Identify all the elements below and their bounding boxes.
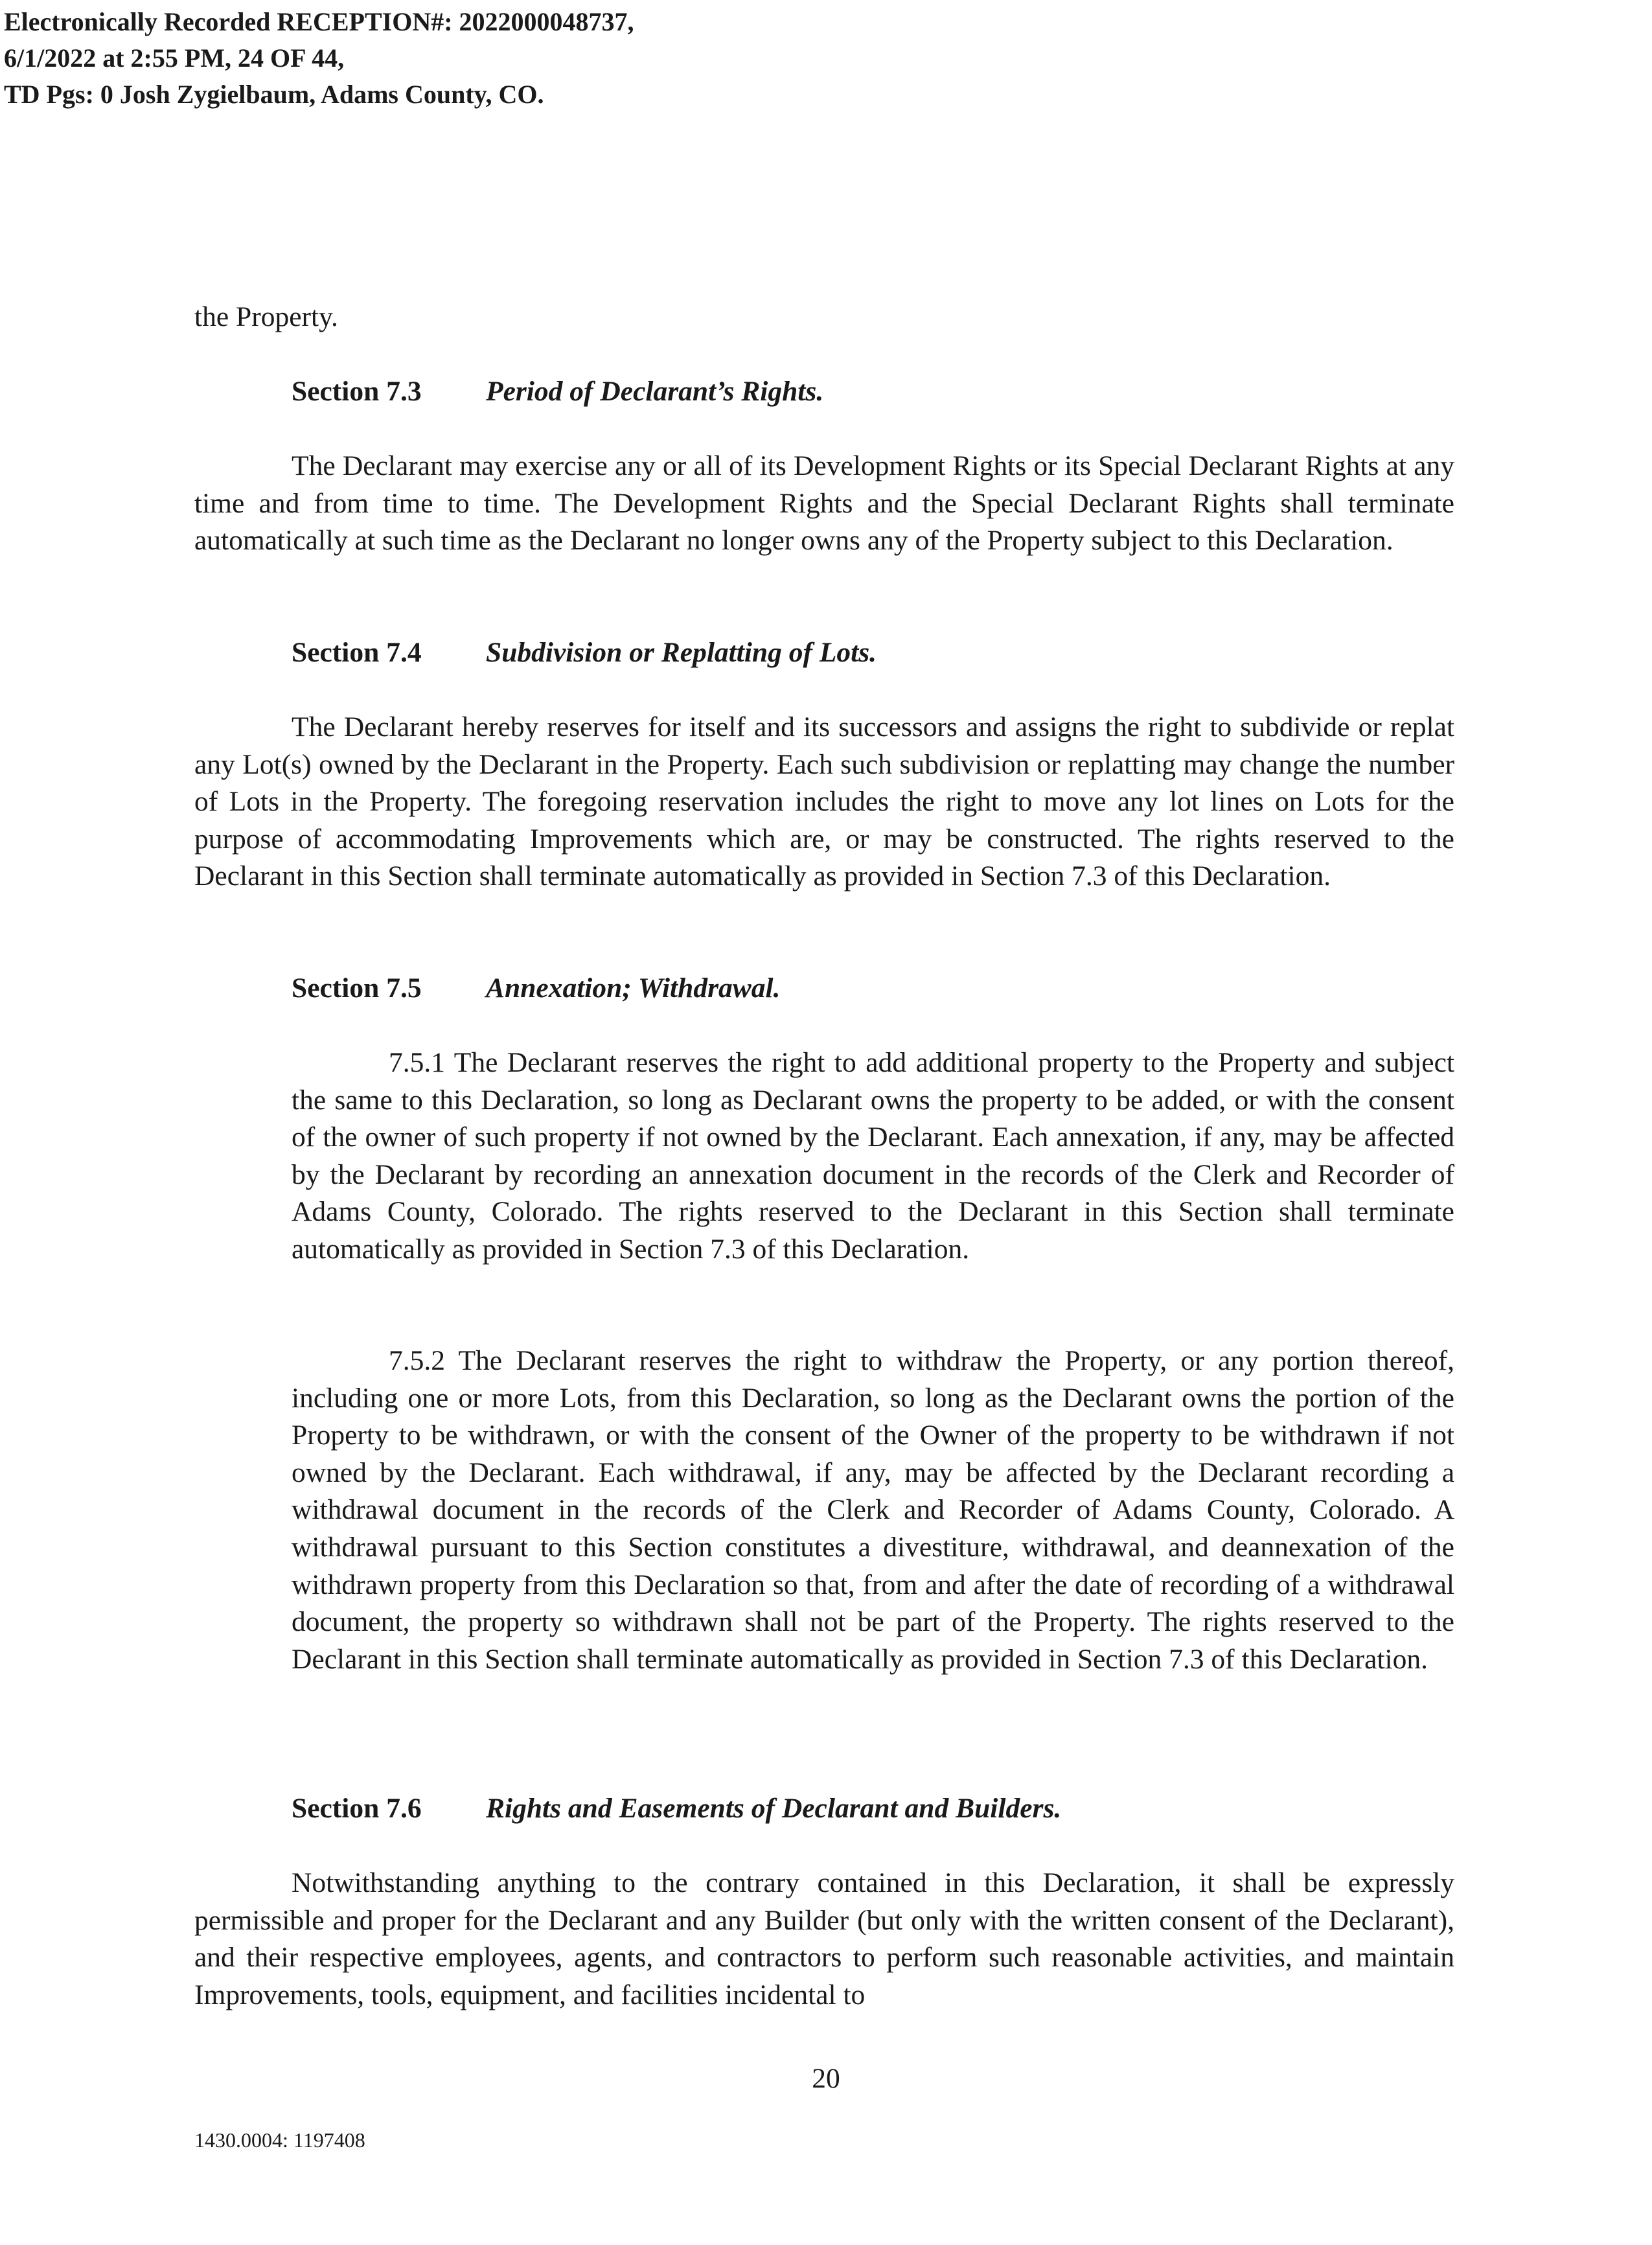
- paragraph: The Declarant hereby reserves for itself and its successors and assigns the right to subdivide or replat any Lot(s) owned by the Declarant in the Property. Each such subdivision or replatting may change the number of Lots in the Property. The foregoing reservation includes the right to move any lot lines on Lots for the purpose of accommodating Improvements which are, or may be constructed. The rights reserved to the Declarant in this Section shall terminate automatically as provided in Section 7.3 of this Declaration.: [194, 711, 1454, 892]
- section-number: Section 7.3: [292, 376, 422, 407]
- section-7-3-heading: [292, 373, 823, 411]
- section-number: Section 7.4: [292, 637, 422, 668]
- paragraph: 7.5.1 The Declarant reserves the right to add additional property to the Property and subject the same to this Declaration, so long as Declarant owns the property to be added, or with the consent of the owner of such property if not owned by the Declarant. Each annexation, if any, may be affected by the Declarant by recording an annexation document in the records of the Clerk and Recorder of Adams County, Colorado. The rights reserved to the Declarant in this Section shall terminate automatically as provided in Section 7.3 of this Declaration.: [292, 1047, 1454, 1265]
- page-number: 20: [812, 2063, 840, 2094]
- recording-stamp-line-2: 6/1/2022 at 2:55 PM, 24 OF 44,: [4, 43, 345, 73]
- section-title: Period of Declarant’s Rights.: [486, 376, 824, 407]
- section-title: Subdivision or Replatting of Lots.: [486, 637, 877, 668]
- paragraph: 7.5.2 The Declarant reserves the right to withdraw the Property, or any portion thereof, including one or more Lots, from this Declaration, so long as the Declarant owns the portion of the Property to be withdrawn, or with the consent of the Owner of the property to be withdrawn if not owned by the Declarant. Each withdrawal, if any, may be affected by the Declarant recording a withdrawal document in the records of the Clerk and Recorder of Adams County, Colorado. A withdrawal pursuant to this Section constitutes a divestiture, withdrawal, and deannexation of the withdrawn property from this Declaration so that, from and after the date of recording of a withdrawal document, the property so withdrawn shall not be part of the Property. The rights reserved to the Declarant in this Section shall terminate automatically as provided in Section 7.3 of this Declaration.: [292, 1345, 1454, 1675]
- section-number: Section 7.5: [292, 973, 422, 1004]
- recording-stamp-line-3: TD Pgs: 0 Josh Zygielbaum, Adams County, CO.: [4, 80, 544, 109]
- section-7-6-body: [194, 1865, 1454, 2014]
- section-7-3-body: [194, 448, 1454, 560]
- section-7-6-heading: [292, 1790, 1061, 1828]
- recording-stamp: [4, 4, 634, 113]
- continuation-text: the Property.: [194, 301, 338, 332]
- document-id: 1430.0004: 1197408: [194, 2128, 365, 2152]
- section-title: Annexation; Withdrawal.: [486, 973, 781, 1004]
- section-7-4-heading: [292, 634, 877, 672]
- paragraph: Notwithstanding anything to the contrary contained in this Declaration, it shall be expressly permissible and proper for the Declarant and any Builder (but only with the written consent of the Declarant), and their respective employees, agents, and contractors to perform such reasonable activities, and maintain Improvements, tools, equipment, and facilities incidental to: [194, 1867, 1454, 2010]
- section-title: Rights and Easements of Declarant and Builders.: [486, 1793, 1062, 1824]
- section-7-4-body: [194, 709, 1454, 895]
- subsection-7-5-1: [292, 1044, 1454, 1269]
- paragraph: The Declarant may exercise any or all of its Development Rights or its Special Declarant Rights at any time and from time to time. The Development Rights and the Special Declarant Rights shall terminate automatically at such time as the Declarant no longer owns any of the Property subject to this Declaration.: [194, 450, 1454, 557]
- recording-stamp-line-1: Electronically Recorded RECEPTION#: 2022000048737,: [4, 7, 634, 36]
- section-7-5-heading: [292, 970, 780, 1007]
- subsection-7-5-2: [292, 1342, 1454, 1678]
- section-number: Section 7.6: [292, 1793, 422, 1824]
